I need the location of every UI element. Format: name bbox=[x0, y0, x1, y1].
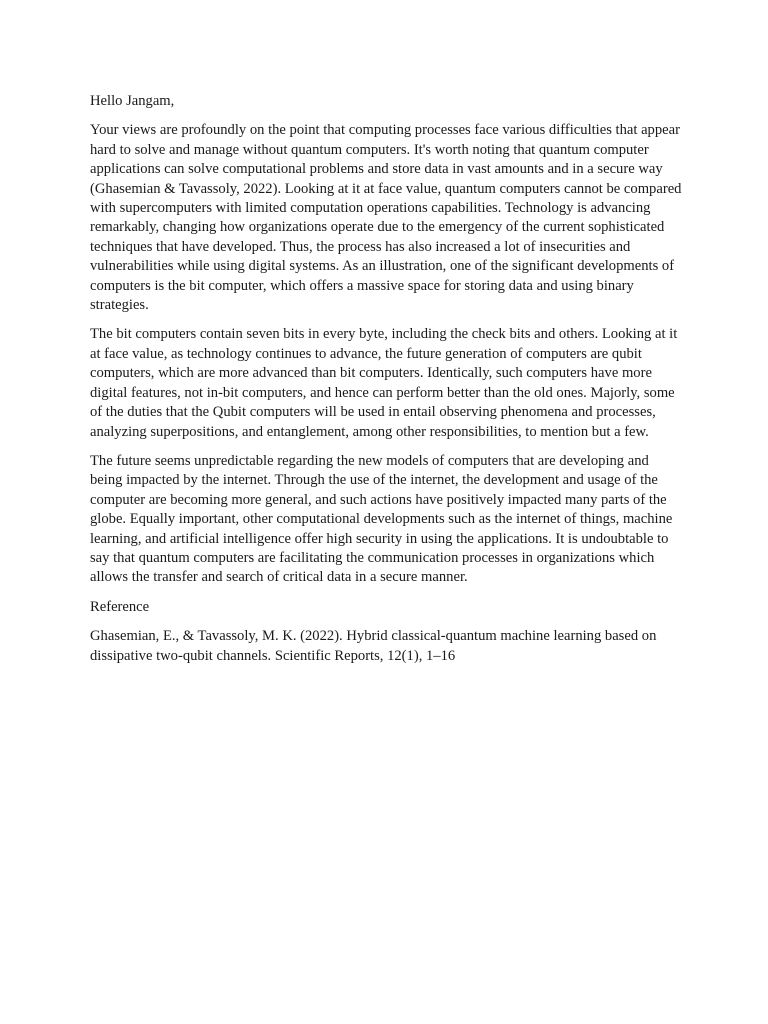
reference-heading: Reference bbox=[90, 598, 150, 615]
document-body bbox=[90, 92, 682, 666]
greeting: Hello Jangam, bbox=[90, 93, 175, 109]
paragraph-1: Your views are profoundly on the point that computing processes face various difficulties that appear hard to solve and manage without quantum computers. It's worth noting that quantum computer applications can solve computational problems and store data in vast amounts and in a secure way (Ghasemian & Tavassoly, 2022). Looking at it at face value, quantum computers cannot be compared with supercomputers with limited computation operations capabilities. Technology is advancing remarkably, changing how organizations operate due to the emergency of the current sophisticated techniques that have developed. Thus, the process has also increased a lot of insecurities and vulnerabilities while using digital systems. As an illustration, one of the significant developments of computers is the bit computer, which offers a massive space for storing data and using binary strategies. bbox=[90, 122, 682, 314]
reference-entry: Ghasemian, E., & Tavassoly, M. K. (2022). Hybrid classical-quantum machine learning based on dissipative two-qubit channels. Scientific Reports, 12(1), 1–16 bbox=[90, 628, 657, 664]
paragraph-2: The bit computers contain seven bits in every byte, including the check bits and others. Looking at it at face value, as technology continues to advance, the future generation of computers are qubit computers, which are more advanced than bit computers. Identically, such computers have more digital features, not in-bit computers, and hence can perform better than the old ones. Majorly, some of the duties that the Qubit computers will be used in entail observing phenomena and processes, analyzing superpositions, and entanglement, among other responsibilities, to mention but a few. bbox=[90, 326, 678, 440]
paragraph-3: The future seems unpredictable regarding the new models of computers that are developing and being impacted by the internet. Through the use of the internet, the development and usage of the computer are becoming more general, and such actions have positively impacted many parts of the globe. Equally important, other computational developments such as the internet of things, machine learning, and artificial intelligence offer high security in using the applications. It is undoubtable to say that quantum computers are facilitating the communication processes in organizations which allows the transfer and search of critical data in a secure manner. bbox=[90, 452, 673, 586]
